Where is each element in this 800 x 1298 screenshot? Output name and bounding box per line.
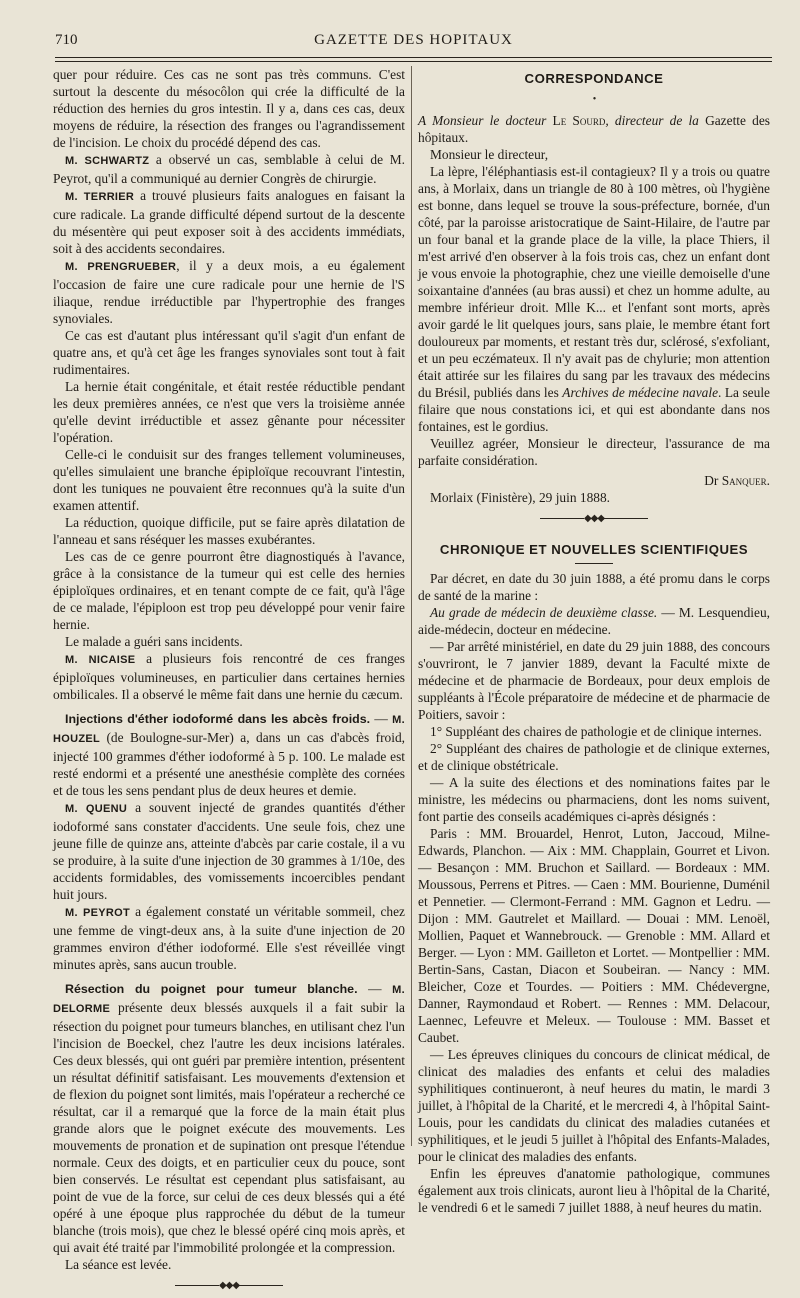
address-italic-2: , directeur de la [605,113,706,128]
paragraph: La réduction, quoique difficile, put se faire après dilatation de l'anneau et sans réséquer les masses exubérantes. [53,515,405,547]
section-resection [53,980,405,1256]
speaker-name: M. QUENU [65,803,128,815]
correspondance-heading: CORRESPONDANCE [524,71,664,86]
heading-rule [575,563,613,564]
dash: — [357,981,393,996]
paragraph: — Les épreuves cliniques du concours de clinicat médical, de clinicat des maladies des enfants et celui des maladies syphilitiques continueront, à neuf heures du matin, le mardi 3 juillet, à l'hôpital de la Charité, et le mercredi 4, à l'hôpital Saint-Louis, pour les candidats du clinicat des maladies cutanées et syphilitiques, et le jeudi 5 juillet à l'hôpital des Enfants-Malades, pour le clinicat des maladies des enfants. [418,1047,770,1164]
paragraph: Paris : MM. Brouardel, Henrot, Luton, Jaccoud, Milne-Edwards, Planchon. — Aix : MM. Chapplain, Gourret et Livon. — Besançon : MM. Bruchon et Saillard. — Bordeaux : MM. Moussous, Perrens et Pitres. — Caen : MM. Bourienne, Duménil et Pennetier. — Clermont-Ferrand : MM. Gagnon et Ledru. — Dijon : MM. Gautrelet et Maillard. — Douai : MM. Lenoël, Mollien, Paquet et Wannebrouck. — Grenoble : MM. Allard et Berger. — Lyon : MM. Gailleton et Lortet. — Montpellier : MM. Bertin-Sans, Castan, Diacon et Soubeiran. — Nancy : MM. Bleicher, Coze et Tourdes. — Poitiers : MM. Chédevergne, Danner, Raymondaud et Robert. — Rennes : MM. Delacour, Laennec, Lefeuvre et Meleux. — Toulouse : MM. Basset et Caubet. [418,826,770,1045]
speaker-text: a souvent injecté de grandes quantités d'éther iodoformé sans constater d'accidents. Une seule fois, chez une jeune fille de quinze ans, atteinte d'abcès par carie costale, il a vu se produire, à la suite d'une injection de 30 grammes à 1/10e, des accidents formidables, des vomissements incoercibles pendant huit jours. [53,800,405,902]
page-header [55,30,772,56]
section-injections [53,710,405,799]
paragraph: Les cas de ce genre pourront être diagnostiqués à l'avance, grâce à la consistance de la tumeur qui est celle des hernies épiploïques ordinaires, et en tenant compte de ce fait, qu'à l'âge de ce malade, l'épiploon est trop peu développé pour venir faire hernie. [53,549,405,632]
speaker-text: a observé un cas, semblable à celui de M. Peyrot, qu'il a communiqué au dernier Congrès de chirurgie. [53,152,406,186]
dash: — [370,711,393,726]
journal-title: Archives de médecine navale [562,385,719,400]
paragraph: 2° Suppléant des chaires de pathologie et de clinique externes, et de clinique obstétricale. [418,741,770,773]
closing-line: La séance est levée. [65,1257,172,1272]
running-title: GAZETTE DES HOPITAUX [314,32,513,48]
letter-paragraph [418,163,770,435]
chronique-heading: CHRONIQUE ET NOUVELLES SCIENTIFIQUES [439,542,749,557]
paragraph [53,903,405,973]
paragraph: Le malade a guéri sans incidents. [65,634,243,649]
paragraph: La hernie était congénitale, et était restée réductible pendant les deux premières années, ce n'est que vers la troisième année qu'elle devint irréductible et assez gênante pour nécessiter l'opération. [53,379,405,445]
paragraph [53,187,405,257]
signature [418,472,770,489]
section-title: Résection du poignet pour tumeur blanche. [65,982,358,996]
speaker-name: M. SCHWARTZ [65,155,150,167]
speaker-text: a également constaté un véritable sommeil, chez une femme de vingt-deux ans, à la suite d'une injection de 20 grammes environ d'éther iodoformé. Elle s'est réveillée vingt minutes après, sans aucun trouble. [53,904,405,972]
paragraph: Par décret, en date du 30 juin 1888, a été promu dans le corps de santé de la marine : [418,571,770,603]
right-column [418,66,770,1216]
section-title: Injections d'éther iodoformé dans les abcès froids. [65,712,371,726]
speaker-text: (de Boulogne-sur-Mer) a, dans un cas d'abcès froid, injecté 100 grammes d'éther iodoformé à 5 p. 100. Le malade est resté endormi et a présenté une anesthésie complète des cornées et de tous les sens pendant plus de deux heures et demie. [53,730,405,798]
page-number: 710 [55,32,78,48]
paragraph [53,650,405,703]
ornament-divider: ◆◆◆ [418,510,770,527]
speaker-name: M. DELORME [53,984,405,1015]
grade-italic: Au grade de médecin de deuxième classe. [430,605,658,620]
speaker-text: présente deux blessés auxquels il a fait subir la résection du poignet pour tumeurs blanches, en utilisant chez l'un l'incision de Boeckel, chez l'autre les deux incisions latérales. Ces deux blessés, qui ont guéri par première intention, présentent un résultat définitif satisfaisant. Les mouvements d'extension et de flexion du poignet sont limités, mais l'opérateur a recherché ce résultat, car il a remarqué que la force de la main était plus grande alors que le poignet exécute des mouvements. Les mouvements de pronation et de supination ont presque l'étendue normale. Ceux des doigts, et en particulier ceux du pouce, sont bien conservés. Le résultat est cependant plus satisfaisant, au point de vue de la force, sur celui de ces deux blessés qui a été opéré à une époque plus rapprochée du début de la tumeur blanche (trois mois), que chez le blessé opéré cinq mois après, et qui avait été traité par l'immobilité prolongée et la compression. [53,1000,405,1255]
address-italic: A Monsieur le docteur [418,113,553,128]
header-rule-thin [55,61,772,62]
letter-closing: Veuillez agréer, Monsieur le directeur, l'assurance de ma parfaite considération. [418,436,770,468]
paragraph: quer pour réduire. Ces cas ne sont pas très communs. C'est surtout la descente du mésocôlon qui crée la difficulté de la réduction des hernies du gros intestin. Il y a, dans ces cas, deux moyens de réduire, la résection des franges ou l'agrandissement de l'incision. Le choix du procédé dépend des cas. [53,67,405,150]
address-rest: Gazette des hôpitaux. [418,113,770,145]
paragraph [53,799,405,903]
paragraph: — Par arrêté ministériel, en date du 29 juin 1888, des concours s'ouvriront, le 7 janvier 1889, devant la Faculté mixte de médecine et de pharmacie de Bordeaux, pour deux emplois de suppléants à l'École préparatoire de médecine et de pharmacie de Poitiers, savoir : [418,639,770,722]
paragraph: Celle-ci le conduisit sur des franges tellement volumineuses, qu'elles simulaient une branche épiploïque recouvrant l'intestin, dont les tuniques ne pouvaient être reconnues qu'à la suite d'un examen attentif. [53,447,405,513]
grade-rest: — M. Lesquendieu, aide-médecin, docteur en médecine. [418,605,771,637]
place-date: Morlaix (Finistère), 29 juin 1888. [430,490,611,505]
speaker-name: M. HOUZEL [53,714,405,745]
paragraph [418,604,770,638]
speaker-text: , il y a deux mois, a eu également l'occasion de faire une cure radicale pour une hernie de l'S iliaque, rendue irréductible par l'hypertrophie des franges synoviales. [53,258,405,326]
address-name: Le Sourd [552,113,606,128]
speaker-name: M. TERRIER [65,191,135,203]
speaker-name: M. PRENGRUEBER [65,261,177,273]
ornament-divider: ◆◆◆ [53,1277,405,1294]
paragraph [53,151,405,187]
letter-text: La lèpre, l'éléphantiasis est-il contagieux? Il y a trois ou quatre ans, à Morlaix, dans un triangle de 80 à 100 mètres, où l'hygiène est bonne, dans lequel se trouve la sous-préfecture, bornée, d'un côté, par la paroisse aristocratique de Saint-Hilaire, de l'autre par un four banal et la grande place de la ville, la place Thiers, il m'est arrivé d'en observer à la fois trois cas, chez un enfant dont je vous envoie la photographie, chez une vieille demoiselle d'une soixantaine d'années (au bras aussi) et chez un homme adulte, au membre inférieur droit. Mlle K... et l'enfant sont morts, après avoir gardé le lit quelques jours, sans plaie, le membre étant fort douloureux par moments, et restant très dur, sclérosé, s'exfoliant, et un peu eczémateux. Il n'y avait pas de chylurie; mon attention était attirée sur les filaires du sang par les travaux des médecins du Brésil, publiés dans les [418,164,770,400]
column-divider [411,66,412,1146]
speaker-name: M. NICAISE [65,654,136,666]
signature-title: Dr [704,473,722,488]
paragraph: Ce cas est d'autant plus intéressant qu'il s'agit d'un enfant de quatre ans, et qu'à cet âge les franges synoviales sont tout à fait rudimentaires. [53,328,405,377]
signature-name: Sanquer. [721,473,770,488]
paragraph [53,257,405,327]
small-ornament: • [592,94,596,105]
left-column [53,66,405,1298]
speaker-text: a plusieurs fois rencontré de ces franges épiploïques volumineuses, en particulier dans certaines hernies ombilicales. Il a observé le même fait dans une hernie du cæcum. [53,651,405,702]
salutation: Monsieur le directeur, [430,147,549,162]
paragraph: 1° Suppléant des chaires de pathologie et de clinique internes. [430,724,762,739]
letter-address [418,112,770,146]
paragraph: Enfin les épreuves d'anatomie pathologique, communes également aux trois clinicats, auront lieu à l'hôpital de la Charité, le vendredi 6 et le samedi 7 juillet 1888, à neuf heures du matin. [418,1166,770,1215]
speaker-text: a trouvé plusieurs faits analogues en faisant la cure radicale. La grande difficulté dépend surtout de la descente du mésentère qui peut exposer soit à des accidents immédiats, soit à des accidents secondaires. [53,188,405,256]
speaker-name: M. PEYROT [65,907,130,919]
paragraph: — A la suite des élections et des nominations faites par le ministre, les médecins ou pharmaciens, dont les noms suivent, font partie des conseils académiques ci-après désignés : [418,775,770,824]
header-rule-thick [55,57,772,58]
letter-text-end: . La seule filaire que nous constations ici, et qui est abondante dans nos fontaines, est le gordius. [418,385,770,434]
